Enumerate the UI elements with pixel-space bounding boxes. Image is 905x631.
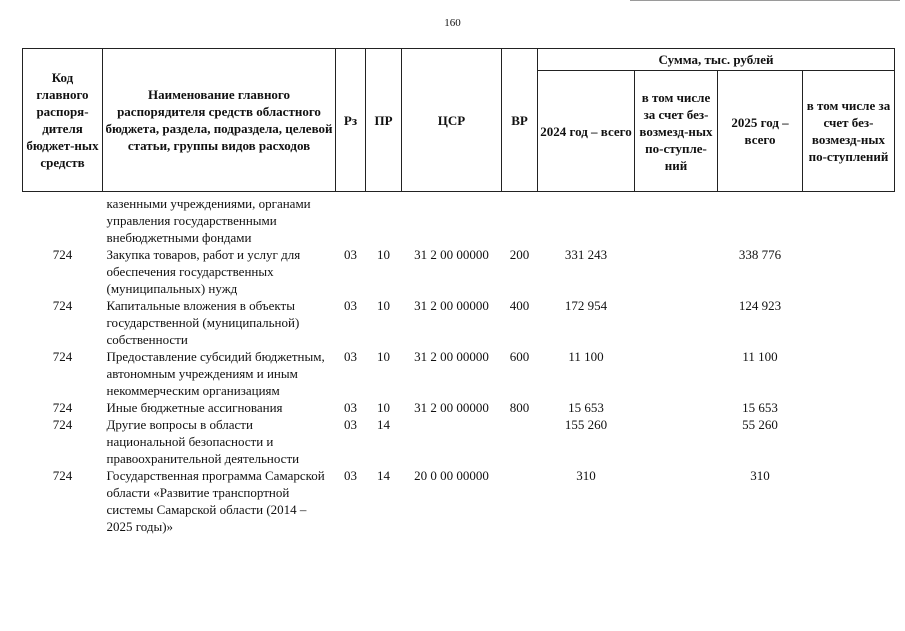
cell-2025-grants xyxy=(803,246,895,297)
cell-2025-grants xyxy=(803,348,895,399)
cell-csr: 31 2 00 00000 xyxy=(414,349,489,364)
cell-name: казенными учреждениями, органами управления государственными внебюджетными фондами xyxy=(106,196,311,245)
cell-csr xyxy=(402,416,502,467)
table-row xyxy=(23,297,895,348)
top-edge-rule xyxy=(630,0,900,1)
cell-code xyxy=(23,195,103,246)
cell-2024-grants xyxy=(635,467,718,535)
cell-pr: 10 xyxy=(377,400,390,415)
cell-2024-total xyxy=(538,195,635,246)
cell-2025-total: 55 260 xyxy=(742,417,778,432)
table-row xyxy=(23,246,895,297)
header-2024-grants: в том числе за счет без-возмезд-ных по-ступле-ний xyxy=(635,71,718,192)
cell-2024-grants xyxy=(635,246,718,297)
cell-2024-total: 172 954 xyxy=(564,298,608,313)
header-name: Наименование главного распорядителя средств областного бюджета, раздела, подраздела, целевой статьи, группы видов расходов xyxy=(103,49,336,192)
cell-pr: 14 xyxy=(377,417,390,432)
cell-2024-total: 310 xyxy=(576,468,596,483)
cell-code: 724 xyxy=(52,298,73,313)
cell-2025-total: 310 xyxy=(750,468,770,483)
cell-csr: 31 2 00 00000 xyxy=(414,298,489,313)
cell-vr xyxy=(502,467,538,535)
cell-code: 724 xyxy=(52,468,73,483)
cell-name: Предоставление субсидий бюджетным, автономным учреждениям и иным некоммерческим организациям xyxy=(106,349,325,398)
cell-2024-grants xyxy=(635,399,718,416)
cell-csr: 31 2 00 00000 xyxy=(414,247,489,262)
cell-2024-grants xyxy=(635,416,718,467)
cell-vr: 200 xyxy=(509,247,530,262)
table-row xyxy=(23,195,895,246)
header-rz: Рз xyxy=(336,49,366,192)
cell-name: Капитальные вложения в объекты государственной (муниципальной) собственности xyxy=(106,298,300,347)
cell-name: Другие вопросы в области национальной безопасности и правоохранительной деятельности xyxy=(106,417,300,466)
cell-2025-total: 11 100 xyxy=(742,349,778,364)
cell-csr xyxy=(402,195,502,246)
cell-2024-total: 15 653 xyxy=(568,400,604,415)
cell-code: 724 xyxy=(52,349,73,364)
header-sum: Сумма, тыс. рублей xyxy=(538,49,895,71)
budget-table xyxy=(22,48,895,535)
cell-2025-total xyxy=(718,195,803,246)
cell-name: Государственная программа Самарской области «Развитие транспортной системы Самарской области (2014 – 2025 годы)» xyxy=(106,468,325,534)
header-pr: ПР xyxy=(366,49,402,192)
cell-2025-total: 338 776 xyxy=(738,247,782,262)
cell-code: 724 xyxy=(52,400,73,415)
cell-rz: 03 xyxy=(344,417,357,432)
cell-rz: 03 xyxy=(344,298,357,313)
header-csr: ЦСР xyxy=(402,49,502,192)
header-vr: ВР xyxy=(502,49,538,192)
table-header xyxy=(23,49,895,192)
cell-rz: 03 xyxy=(344,247,357,262)
cell-name: Иные бюджетные ассигнования xyxy=(106,400,283,415)
table-row xyxy=(23,416,895,467)
cell-2024-total: 11 100 xyxy=(568,349,604,364)
cell-2025-grants xyxy=(803,416,895,467)
cell-rz xyxy=(336,195,366,246)
cell-2025-grants xyxy=(803,195,895,246)
cell-2025-total: 15 653 xyxy=(742,400,778,415)
cell-rz: 03 xyxy=(344,349,357,364)
cell-name: Закупка товаров, работ и услуг для обеспечения государственных (муниципальных) нужд xyxy=(106,247,301,296)
cell-2025-grants xyxy=(803,297,895,348)
cell-2024-grants xyxy=(635,348,718,399)
cell-2025-grants xyxy=(803,467,895,535)
cell-rz: 03 xyxy=(344,468,357,483)
cell-pr: 10 xyxy=(377,247,390,262)
cell-pr: 10 xyxy=(377,298,390,313)
page-number: 160 xyxy=(444,17,461,29)
table-row xyxy=(23,399,895,416)
cell-pr xyxy=(366,195,402,246)
cell-pr: 14 xyxy=(377,468,390,483)
cell-code: 724 xyxy=(52,417,73,432)
cell-2025-total: 124 923 xyxy=(738,298,782,313)
cell-pr: 10 xyxy=(377,349,390,364)
cell-vr: 600 xyxy=(509,349,530,364)
table-row xyxy=(23,348,895,399)
header-code: Код главного распоря-дителя бюджет-ных средств xyxy=(23,49,103,192)
cell-2024-total: 331 243 xyxy=(564,247,608,262)
cell-vr xyxy=(502,416,538,467)
cell-2024-grants xyxy=(635,297,718,348)
cell-code: 724 xyxy=(52,247,73,262)
header-2025-total: 2025 год – всего xyxy=(718,71,803,192)
cell-2024-total: 155 260 xyxy=(564,417,608,432)
cell-csr: 20 0 00 00000 xyxy=(414,468,489,483)
table-body xyxy=(23,192,895,536)
cell-vr: 800 xyxy=(509,400,530,415)
cell-csr: 31 2 00 00000 xyxy=(414,400,489,415)
header-2025-grants: в том числе за счет без-возмезд-ных по-ступлений xyxy=(803,71,895,192)
table-row xyxy=(23,467,895,535)
cell-2024-grants xyxy=(635,195,718,246)
cell-vr: 400 xyxy=(509,298,530,313)
cell-vr xyxy=(502,195,538,246)
cell-2025-grants xyxy=(803,399,895,416)
header-2024-total: 2024 год – всего xyxy=(538,71,635,192)
cell-rz: 03 xyxy=(344,400,357,415)
